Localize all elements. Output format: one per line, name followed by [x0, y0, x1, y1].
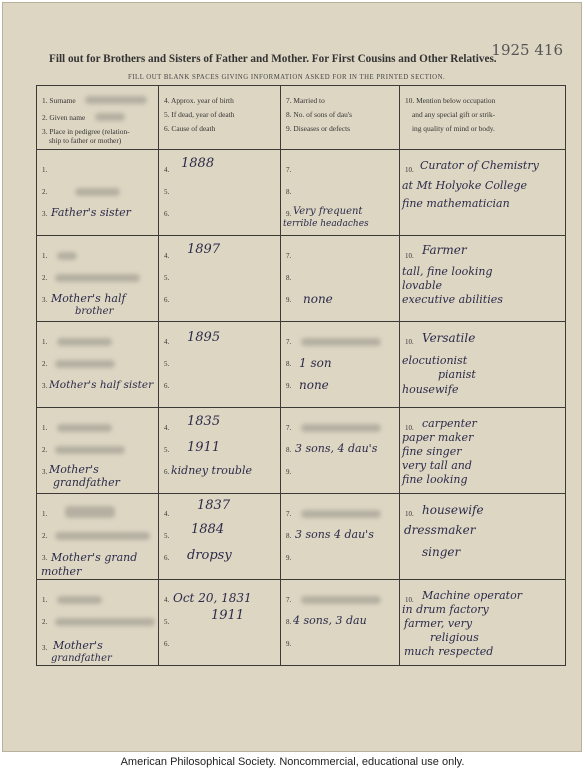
- relation: brother: [75, 306, 114, 317]
- form-title: Fill out for Brothers and Sisters of Father and Mother. For First Cousins and Other Relatives.: [49, 53, 497, 65]
- death-year: 1911: [187, 440, 221, 455]
- marriage-cell: 7. 8. 3 sons, 4 dau's 9.: [281, 408, 400, 494]
- relation: mother: [41, 565, 82, 578]
- birth-date: Oct 20, 1831: [173, 591, 252, 605]
- birth-death-cell: 4. 1888 5. 6.: [159, 150, 281, 236]
- birth-death-cell: 4. 1837 5. 1884 6. dropsy: [159, 494, 281, 580]
- redacted-name: [57, 338, 112, 346]
- reference-number: 1925 416: [491, 41, 563, 59]
- record-row: [37, 580, 566, 666]
- note: lovable: [402, 279, 442, 292]
- birth-death-cell: 4. 1895 5. 6.: [159, 322, 281, 408]
- marriage-cell: 7. 8. 4 sons, 3 dau 9.: [281, 580, 400, 666]
- birth-death-cell: 4. 1897 5. 6.: [159, 236, 281, 322]
- record-row: [37, 408, 566, 494]
- header-col-marriage: 7. Married to 8. No. of sons of dau's 9. Diseases or defects: [281, 86, 400, 150]
- relation: Father's sister: [51, 206, 131, 219]
- redacted-name: [55, 274, 140, 282]
- identity-cell: 1. 2. 3. Mother's half sister: [37, 322, 159, 408]
- relation: grandfather: [51, 653, 112, 664]
- redacted-name: [55, 618, 155, 626]
- identity-cell: 1. 2. 3. Mother's grandfather: [37, 580, 159, 666]
- redacted-spouse: [301, 338, 381, 346]
- identity-cell: 1. 2. 3. Mother's grand mother: [37, 494, 159, 580]
- redacted-name: [75, 188, 120, 196]
- note: much respected: [404, 645, 494, 658]
- marriage-cell: 7. 8. 9. none: [281, 236, 400, 322]
- note: housewife: [402, 383, 459, 396]
- record-row: [37, 150, 566, 236]
- redacted-spouse: [301, 424, 381, 432]
- note: tall, fine looking: [402, 265, 493, 278]
- redacted-spouse: [301, 596, 381, 604]
- marriage-cell: 7. 8. 3 sons 4 dau's 9.: [281, 494, 400, 580]
- redacted-spouse: [301, 510, 381, 518]
- note: in drum factory: [402, 603, 489, 616]
- header-row: [37, 86, 566, 150]
- death-year: 1911: [211, 608, 245, 623]
- birth-year: 1835: [187, 414, 221, 429]
- record-row: [37, 322, 566, 408]
- children: 1 son: [299, 356, 332, 370]
- note: fine singer: [402, 445, 462, 458]
- redacted-name: [57, 596, 102, 604]
- relation: Mother's: [53, 639, 103, 652]
- notes-cell: 10. housewife dressmaker singer: [400, 494, 566, 580]
- birth-death-cell: 4. 1835 5. 1911 6. kidney trouble: [159, 408, 281, 494]
- note: paper maker: [402, 431, 474, 444]
- note: elocutionist: [402, 354, 468, 367]
- redacted-surname: [85, 96, 147, 104]
- diseases: none: [303, 292, 333, 306]
- note: fine mathematician: [402, 197, 510, 210]
- marriage-cell: 7. 8. 9. Very frequent terrible headaches: [281, 150, 400, 236]
- notes-cell: 10. Curator of Chemistry at Mt Holyoke College fine mathematician: [400, 150, 566, 236]
- birth-year: 1888: [181, 156, 215, 171]
- footer-credit: American Philosophical Society. Noncommercial, educational use only.: [120, 756, 465, 768]
- relation: Mother's: [49, 463, 99, 476]
- record-row: [37, 494, 566, 580]
- note: executive abilities: [402, 293, 503, 306]
- identity-cell: 1. 2. 3. Father's sister: [37, 150, 159, 236]
- children: 3 sons 4 dau's: [295, 528, 374, 541]
- note: Farmer: [422, 243, 467, 257]
- diseases: Very frequent: [293, 206, 363, 217]
- birth-year: 1897: [187, 242, 221, 257]
- cause-of-death: kidney trouble: [171, 464, 252, 477]
- notes-cell: 10. Versatile elocutionist pianist housewife: [400, 322, 566, 408]
- note: religious: [430, 631, 479, 644]
- birth-death-cell: 4. Oct 20, 1831 5. 1911 6.: [159, 580, 281, 666]
- note: fine looking: [402, 473, 468, 486]
- notes-cell: 10. Machine operator in drum factory farmer, very religious much respected: [400, 580, 566, 666]
- note: Curator of Chemistry: [420, 159, 539, 172]
- notes-cell: 10. Farmer tall, fine looking lovable executive abilities: [400, 236, 566, 322]
- relatives-table: [36, 85, 566, 666]
- header-col-notes: 10. Mention below occupation and any special gift or strik- ing quality of mind or body.: [400, 86, 566, 150]
- note: pianist: [438, 368, 476, 381]
- note: Machine operator: [422, 589, 522, 602]
- cause-of-death: dropsy: [187, 548, 232, 563]
- record-row: [37, 236, 566, 322]
- note: very tall and: [402, 459, 472, 472]
- note: Versatile: [422, 331, 476, 345]
- note: carpenter: [422, 417, 477, 430]
- note: farmer, very: [404, 617, 473, 630]
- header-col-identity: 1. Surname 2. Given name 3. Place in pedigree (relation- ship to father or mother): [37, 86, 159, 150]
- redacted-name: [55, 360, 115, 368]
- header-col-birth-death: 4. Approx. year of birth 5. If dead, year of death 6. Cause of death: [159, 86, 281, 150]
- note: housewife: [422, 503, 484, 517]
- birth-year: 1837: [197, 498, 231, 513]
- note: at Mt Holyoke College: [402, 179, 528, 192]
- relation: Mother's half: [51, 292, 126, 305]
- diseases: terrible headaches: [283, 219, 369, 229]
- redacted-given-name: [95, 113, 125, 121]
- children: 4 sons, 3 dau: [293, 614, 367, 627]
- marriage-cell: 7. 8. 1 son 9. none: [281, 322, 400, 408]
- note: singer: [422, 545, 461, 559]
- relation: grandfather: [53, 476, 120, 489]
- note: dressmaker: [404, 523, 476, 537]
- relation: Mother's grand: [51, 551, 138, 564]
- relation: Mother's half sister: [49, 379, 154, 391]
- form-subtitle: FILL OUT BLANK SPACES GIVING INFORMATION ASKED FOR IN THE PRINTED SECTION.: [128, 74, 446, 81]
- children: 3 sons, 4 dau's: [295, 442, 378, 455]
- notes-cell: 10. carpenter paper maker fine singer very tall and fine looking: [400, 408, 566, 494]
- death-year: 1884: [191, 522, 225, 537]
- redacted-name: [57, 252, 77, 260]
- birth-year: 1895: [187, 330, 221, 345]
- diseases: none: [299, 378, 329, 392]
- identity-cell: 1. 2. 3. Mother's half brother: [37, 236, 159, 322]
- redacted-name: [65, 506, 115, 518]
- redacted-name: [55, 532, 150, 540]
- redacted-name: [57, 424, 112, 432]
- identity-cell: 1. 2. 3. Mother's grandfather: [37, 408, 159, 494]
- redacted-name: [55, 446, 125, 454]
